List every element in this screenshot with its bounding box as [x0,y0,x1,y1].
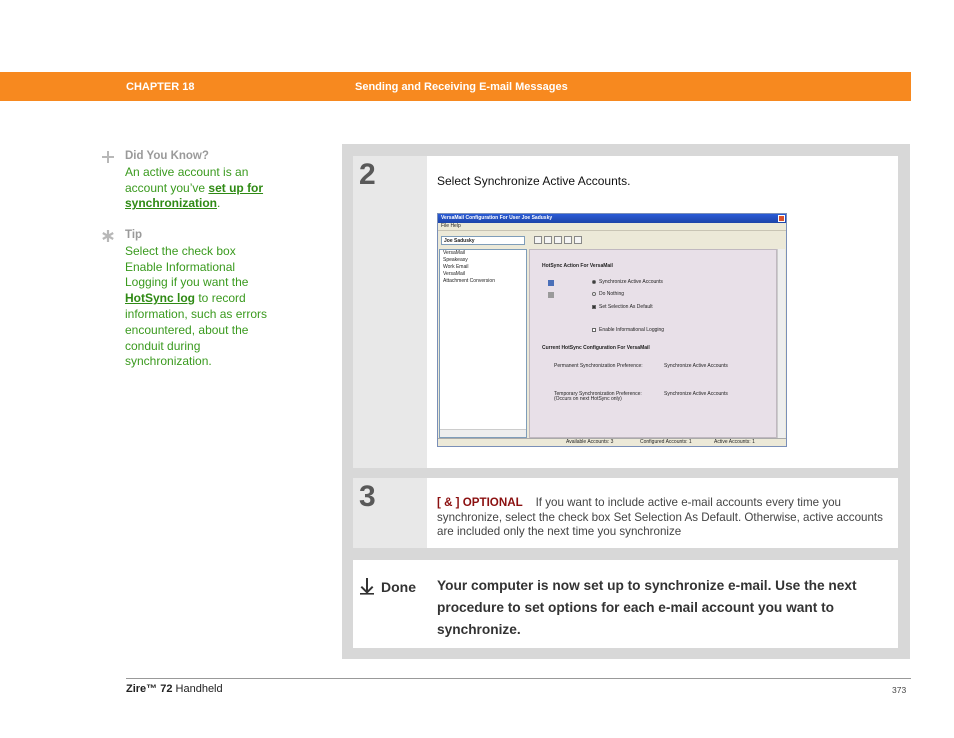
step-number-column [353,478,427,548]
step-number: 3 [359,480,376,513]
tip-title: Tip [125,229,143,241]
tree-item: Work Email [443,264,469,270]
done-step [353,560,898,648]
option-set-default: Set Selection As Default [599,304,653,310]
temporary-value: Synchronize Active Accounts [664,391,728,397]
chapter-number: CHAPTER 18 [126,81,195,93]
footer-product-rest: Handheld [172,683,223,695]
footer-product-bold: Zire™ 72 [126,683,173,695]
step-2 [353,156,898,468]
footer-product [126,683,223,695]
window-title: VersaMail Configuration For User Joe Sadusky [441,215,553,221]
toolbar-icon [554,236,562,244]
done-label [359,577,416,595]
toolbar-icon [564,236,572,244]
tree-item: VersaMail [443,271,465,277]
checkbox-set-default [592,305,596,309]
toolbar-icon [574,236,582,244]
done-label-text: Done [381,579,416,595]
step-3-body: If you want to include active e-mail accounts every time you synchronize, select the check box Set Selection As Default. Otherwise, active accounts are included only the next time you synchronize [437,496,883,538]
hotsync-log-link[interactable]: HotSync log [125,291,196,306]
plus-icon [101,150,115,164]
tip-note [101,228,276,370]
status-active: Active Accounts: 1 [714,439,755,445]
current-config-heading: Current HotSync Configuration For VersaMail [542,345,650,351]
status-available: Available Accounts: 3 [566,439,614,445]
did-you-know-body [125,165,276,212]
footer-rule [126,678,911,679]
settings-pane [529,249,777,438]
tip-body [125,244,275,370]
tip-text: Select the check box Enable Informational Logging if you want the [125,243,249,290]
did-you-know-title: Did You Know? [125,150,209,162]
radio-sync-active [592,280,596,284]
sync-setup-link[interactable]: set up for synchronization [125,180,264,211]
tip-text-end: to record information, such as errors encountered, about the conduit during synchronization. [125,291,268,369]
sync-icon [548,280,554,286]
tree-item: Attachment Conversion [443,278,495,284]
did-you-know-end: . [217,196,221,211]
asterisk-icon [101,229,115,243]
versamail-config-screenshot [437,213,787,447]
option-logging: Enable Informational Logging [599,327,665,333]
radio-do-nothing [592,292,596,296]
option-do-nothing: Do Nothing [599,291,625,297]
temporary-note: (Occurs on next HotSync only) [554,396,622,402]
step-number-column [353,156,427,468]
temporary-label: Temporary Synchronization Preference: [554,391,642,397]
option-sync-active: Synchronize Active Accounts [599,279,663,285]
vertical-scrollbar [777,249,785,438]
user-select: Joe Sadusky [441,236,525,245]
step-3 [353,478,898,548]
permanent-value: Synchronize Active Accounts [664,363,728,369]
did-you-know-text: An active account is an account you’ve [125,164,249,195]
window-menubar: File Help [438,223,786,231]
toolbar-icon [544,236,552,244]
close-icon [778,215,785,222]
window-titlebar [438,214,786,223]
chapter-header-bar [0,72,911,101]
tree-item: VersaMail [443,250,465,256]
step-3-text [437,496,887,540]
permanent-label: Permanent Synchronization Preference: [554,363,643,369]
checkbox-logging [592,328,596,332]
status-configured: Configured Accounts: 1 [640,439,692,445]
page-number: 373 [892,685,907,695]
done-text: Your computer is now set up to synchronize e-mail. Use the next procedure to set options for each e-mail account you want to synchronize. [437,578,857,637]
down-arrow-icon [359,577,375,595]
account-tree [439,249,527,438]
tree-item: Speakeasy [443,257,468,263]
nothing-icon [548,292,554,298]
did-you-know-note [101,149,276,212]
horizontal-scrollbar [440,429,526,437]
toolbar-icon [534,236,542,244]
status-bar [438,438,786,446]
optional-label: [ & ] OPTIONAL [437,496,523,509]
chapter-title: Sending and Receiving E-mail Messages [355,81,568,93]
step-number: 2 [359,158,376,191]
hotsync-heading: HotSync Action For VersaMail [542,263,613,269]
step-2-text: Select Synchronize Active Accounts. [437,174,631,188]
